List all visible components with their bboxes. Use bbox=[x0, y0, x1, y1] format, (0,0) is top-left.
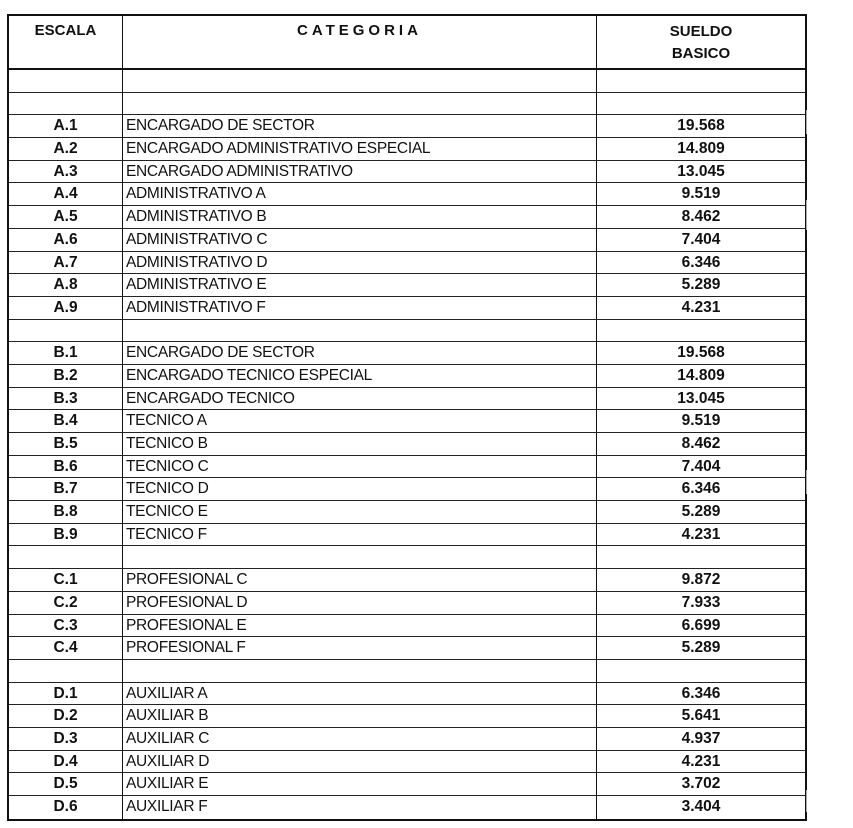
categoria-cell: ADMINISTRATIVO A bbox=[123, 183, 597, 205]
table-row bbox=[9, 274, 805, 297]
escala-cell: B.6 bbox=[9, 456, 123, 478]
categoria-cell bbox=[123, 546, 597, 568]
escala-cell: B.8 bbox=[9, 501, 123, 523]
blank-row bbox=[9, 320, 805, 343]
sueldo-cell: 13.045 bbox=[677, 389, 725, 407]
categoria-cell: ENCARGADO TECNICO bbox=[123, 388, 597, 410]
table-row bbox=[9, 751, 805, 774]
categoria-cell: AUXILIAR F bbox=[123, 796, 597, 819]
table-row bbox=[9, 524, 805, 547]
header-sueldo-basico bbox=[597, 16, 805, 68]
categoria-cell: ADMINISTRATIVO E bbox=[123, 274, 597, 296]
categoria-cell: ENCARGADO ADMINISTRATIVO bbox=[123, 161, 597, 183]
sueldo-cell: 7.933 bbox=[681, 593, 721, 611]
escala-cell: B.5 bbox=[9, 433, 123, 455]
escala-cell bbox=[9, 70, 123, 92]
sueldo-cell: 7.404 bbox=[681, 230, 721, 248]
table-row bbox=[9, 478, 805, 501]
table-row bbox=[9, 501, 805, 524]
escala-cell: B.4 bbox=[9, 410, 123, 432]
table-row bbox=[9, 183, 805, 206]
scan-edge-line bbox=[806, 790, 807, 812]
escala-cell: A.6 bbox=[9, 229, 123, 251]
table-row bbox=[9, 410, 805, 433]
escala-cell: B.2 bbox=[9, 365, 123, 387]
table-row bbox=[9, 773, 805, 796]
escala-cell bbox=[9, 546, 123, 568]
categoria-cell: AUXILIAR D bbox=[123, 751, 597, 773]
categoria-cell bbox=[123, 320, 597, 342]
escala-cell bbox=[9, 93, 123, 115]
sueldo-cell: 6.346 bbox=[681, 480, 721, 498]
categoria-cell: ADMINISTRATIVO F bbox=[123, 297, 597, 319]
sueldo-cell: 9.519 bbox=[681, 185, 721, 203]
table-row bbox=[9, 115, 805, 138]
escala-cell: B.3 bbox=[9, 388, 123, 410]
sueldo-cell: 7.404 bbox=[681, 457, 721, 475]
table-row bbox=[9, 365, 805, 388]
categoria-cell: AUXILIAR B bbox=[123, 705, 597, 727]
sueldo-cell: 3.702 bbox=[681, 775, 721, 793]
escala-cell: D.1 bbox=[9, 683, 123, 705]
categoria-cell bbox=[123, 93, 597, 115]
header-sueldo-line1: SUELDO bbox=[669, 23, 733, 40]
sueldo-cell: 4.231 bbox=[681, 298, 721, 316]
sueldo-cell: 14.809 bbox=[677, 366, 725, 384]
escala-cell: A.3 bbox=[9, 161, 123, 183]
escala-cell: A.4 bbox=[9, 183, 123, 205]
sueldo-cell bbox=[597, 70, 805, 92]
escala-cell: B.9 bbox=[9, 524, 123, 546]
escala-cell: C.1 bbox=[9, 569, 123, 591]
escala-cell: A.7 bbox=[9, 252, 123, 274]
table-row bbox=[9, 796, 805, 819]
categoria-cell: ADMINISTRATIVO C bbox=[123, 229, 597, 251]
categoria-cell: PROFESIONAL D bbox=[123, 592, 597, 614]
sueldo-cell: 6.346 bbox=[681, 253, 721, 271]
sueldo-cell: 5.289 bbox=[681, 503, 721, 521]
escala-cell: B.7 bbox=[9, 478, 123, 500]
table-row bbox=[9, 161, 805, 184]
sueldo-cell: 6.346 bbox=[681, 684, 721, 702]
table-row bbox=[9, 705, 805, 728]
table-row bbox=[9, 456, 805, 479]
blank-row bbox=[9, 70, 805, 93]
table-row bbox=[9, 569, 805, 592]
table-row bbox=[9, 637, 805, 660]
categoria-cell: PROFESIONAL E bbox=[123, 615, 597, 637]
categoria-cell: ENCARGADO TECNICO ESPECIAL bbox=[123, 365, 597, 387]
blank-row bbox=[9, 93, 805, 116]
sueldo-cell: 5.289 bbox=[681, 639, 721, 657]
scan-edge-line bbox=[806, 470, 807, 494]
table-row bbox=[9, 388, 805, 411]
escala-cell: D.4 bbox=[9, 751, 123, 773]
escala-cell: C.4 bbox=[9, 637, 123, 659]
salary-table bbox=[7, 14, 807, 821]
categoria-cell: TECNICO F bbox=[123, 524, 597, 546]
table-row bbox=[9, 138, 805, 161]
categoria-cell: AUXILIAR C bbox=[123, 728, 597, 750]
table-row bbox=[9, 297, 805, 320]
table-row bbox=[9, 615, 805, 638]
escala-cell: A.2 bbox=[9, 138, 123, 160]
header-escala: ESCALA bbox=[9, 16, 123, 68]
escala-cell: B.1 bbox=[9, 342, 123, 364]
sueldo-cell: 13.045 bbox=[677, 162, 725, 180]
sueldo-cell: 19.568 bbox=[677, 117, 725, 135]
sueldo-cell bbox=[597, 546, 805, 568]
table-row bbox=[9, 433, 805, 456]
escala-cell: D.6 bbox=[9, 796, 123, 819]
table-row bbox=[9, 683, 805, 706]
sueldo-cell: 3.404 bbox=[681, 798, 721, 815]
escala-cell: C.2 bbox=[9, 592, 123, 614]
escala-cell bbox=[9, 660, 123, 682]
escala-cell: C.3 bbox=[9, 615, 123, 637]
table-body bbox=[9, 70, 805, 819]
sueldo-cell: 5.641 bbox=[681, 707, 721, 725]
categoria-cell: TECNICO A bbox=[123, 410, 597, 432]
sueldo-cell bbox=[597, 320, 805, 342]
sueldo-cell bbox=[597, 93, 805, 115]
sueldo-cell: 6.699 bbox=[681, 616, 721, 634]
categoria-cell: TECNICO D bbox=[123, 478, 597, 500]
sueldo-cell: 9.872 bbox=[681, 571, 721, 589]
categoria-cell: AUXILIAR E bbox=[123, 773, 597, 795]
sueldo-cell bbox=[597, 660, 805, 682]
table-row bbox=[9, 206, 805, 229]
sueldo-cell: 4.231 bbox=[681, 752, 721, 770]
table-header bbox=[9, 16, 805, 70]
sueldo-cell: 4.937 bbox=[681, 729, 721, 747]
scan-edge-line bbox=[806, 200, 807, 230]
escala-cell: D.3 bbox=[9, 728, 123, 750]
escala-cell: A.9 bbox=[9, 297, 123, 319]
escala-cell: A.5 bbox=[9, 206, 123, 228]
categoria-cell bbox=[123, 660, 597, 682]
table-row bbox=[9, 592, 805, 615]
categoria-cell: TECNICO C bbox=[123, 456, 597, 478]
header-sueldo-line2: BASICO bbox=[671, 45, 731, 62]
categoria-cell: PROFESIONAL C bbox=[123, 569, 597, 591]
categoria-cell: PROFESIONAL F bbox=[123, 637, 597, 659]
categoria-cell: ENCARGADO ADMINISTRATIVO ESPECIAL bbox=[123, 138, 597, 160]
sueldo-cell: 5.289 bbox=[681, 276, 721, 294]
sueldo-cell: 19.568 bbox=[677, 344, 725, 362]
categoria-cell: ENCARGADO DE SECTOR bbox=[123, 342, 597, 364]
header-categoria: CATEGORIA bbox=[123, 16, 597, 68]
escala-cell: D.5 bbox=[9, 773, 123, 795]
table-row bbox=[9, 252, 805, 275]
categoria-cell: ENCARGADO DE SECTOR bbox=[123, 115, 597, 137]
sueldo-cell: 9.519 bbox=[681, 412, 721, 430]
table-row bbox=[9, 229, 805, 252]
escala-cell: D.2 bbox=[9, 705, 123, 727]
blank-row bbox=[9, 546, 805, 569]
categoria-cell: TECNICO E bbox=[123, 501, 597, 523]
sueldo-cell: 8.462 bbox=[681, 208, 721, 226]
escala-cell: A.8 bbox=[9, 274, 123, 296]
sueldo-cell: 14.809 bbox=[677, 140, 725, 158]
escala-cell: A.1 bbox=[9, 115, 123, 137]
escala-cell bbox=[9, 320, 123, 342]
categoria-cell: AUXILIAR A bbox=[123, 683, 597, 705]
blank-row bbox=[9, 660, 805, 683]
table-row bbox=[9, 342, 805, 365]
categoria-cell bbox=[123, 70, 597, 92]
sueldo-cell: 8.462 bbox=[681, 435, 721, 452]
categoria-cell: ADMINISTRATIVO D bbox=[123, 252, 597, 274]
categoria-cell: TECNICO B bbox=[123, 433, 597, 455]
categoria-cell: ADMINISTRATIVO B bbox=[123, 206, 597, 228]
table-row bbox=[9, 728, 805, 751]
scan-edge-line bbox=[806, 110, 807, 134]
sueldo-cell: 4.231 bbox=[681, 525, 721, 543]
